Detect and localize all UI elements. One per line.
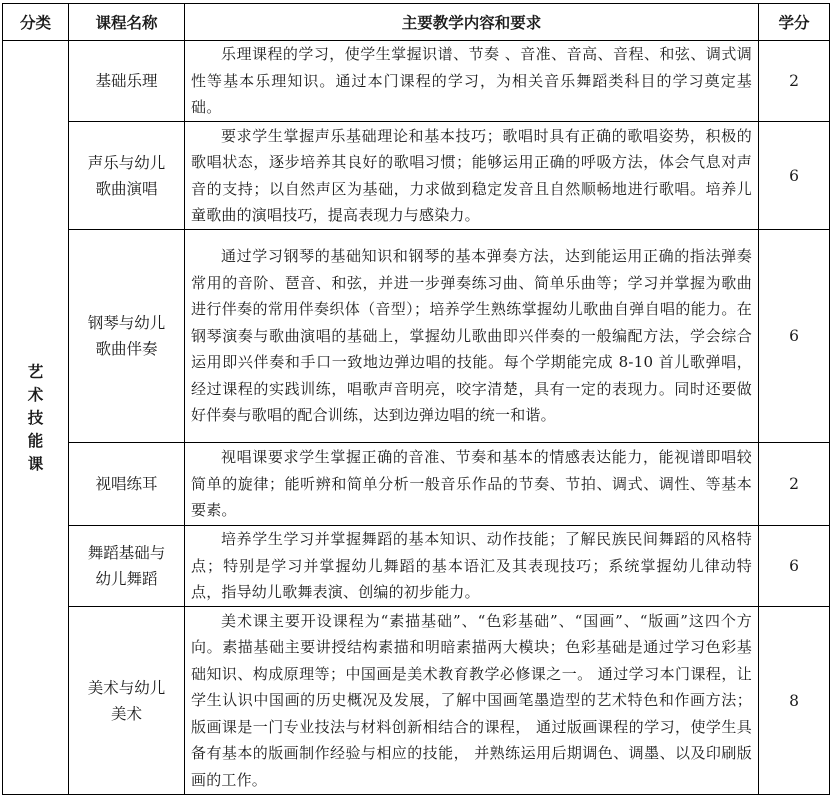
course-credit: 8 [759,607,830,795]
course-content: 培养学生学习并掌握舞蹈的基本知识、动作技能；了解民族民间舞蹈的风格特点；特别是学习并掌握幼儿舞蹈的基本语汇及其表现技巧；系统掌握幼儿律动特点，指导幼儿歌舞表演、创编的初步能力。 [185,526,759,607]
header-content: 主要教学内容和要求 [185,4,759,41]
header-credit: 学分 [759,4,830,41]
course-content: 通过学习钢琴的基础知识和钢琴的基本弹奏方法，达到能运用正确的指法弹奏常用的音阶、琶音、和弦，并进一步弹奏练习曲、简单乐曲等；学习并掌握为歌曲进行伴奏的常用伴奏织体（音型）；培养学生熟练掌握幼儿歌曲自弹自唱的能力。在钢琴演奏与歌曲演唱的基础上，掌握幼儿歌曲即兴伴奏的一般编配方法，学会综合运用即兴伴奏和手口一致地边弹边唱的技能。每个学期能完成 8-10 首儿歌弹唱，经过课程的实践训练，唱歌声音明亮，咬字清楚，具有一定的表现力。同时还要做好伴奏与歌唱的配合训练，达到边弹边唱的统一和谐。 [185,230,759,443]
course-name: 舞蹈基础与幼儿舞蹈 [69,526,185,607]
course-content: 乐理课程的学习，使学生掌握识谱、节奏 、音准、音高、音程、和弦、调式调性等基本乐理知识。通过本门课程的学习，为相关音乐舞蹈类科目的学习奠定基础。 [185,41,759,122]
course-credit: 6 [759,122,830,230]
table-row [3,526,830,607]
table-header-row [3,4,830,41]
course-credit: 2 [759,443,830,526]
course-table [2,3,830,795]
course-credit: 2 [759,41,830,122]
course-content: 要求学生掌握声乐基础理论和基本技巧；歌唱时具有正确的歌唱姿势，积极的歌唱状态，逐步培养其良好的歌唱习惯；能够运用正确的呼吸方法，体会气息对声音的支持；以自然声区为基础，力求做到稳定发音且自然顺畅地进行歌唱。培养儿童歌曲的演唱技巧，提高表现力与感染力。 [185,122,759,230]
course-name: 美术与幼儿美术 [69,607,185,795]
course-name: 视唱练耳 [69,443,185,526]
category-cell [3,41,69,795]
course-name: 钢琴与幼儿歌曲伴奏 [69,230,185,443]
table-row [3,41,830,122]
header-course-name: 课程名称 [69,4,185,41]
header-category: 分类 [3,4,69,41]
course-name: 声乐与幼儿歌曲演唱 [69,122,185,230]
table-row [3,230,830,443]
table-row [3,443,830,526]
course-name: 基础乐理 [69,41,185,122]
category-label: 艺术技能课 [27,362,44,473]
course-credit: 6 [759,526,830,607]
course-credit: 6 [759,230,830,443]
table-row [3,607,830,795]
course-content: 美术课主要开设课程为“素描基础”、“色彩基础”、“国画”、“版画”这四个方向。素描基础主要讲授结构素描和明暗素描两大模块；色彩基础是通过学习色彩基础知识、构成原理等；中国画是美术教育教学必修课之一。 通过学习本门课程，让学生认识中国画的历史概况及发展，了解中国画笔墨造型的艺术特色和作画方法；版画课是一门专业技法与材料创新相结合的课程， 通过版画课程的学习，使学生具备有基本的版画制作经验与相应的技能， 并熟练运用后期调色、调墨、以及印刷版画的工作。 [185,607,759,795]
table-row [3,122,830,230]
course-content: 视唱课要求学生掌握正确的音准、节奏和基本的情感表达能力，能视谱即唱较简单的旋律；能听辨和简单分析一般音乐作品的节奏、节拍、调式、调性、等基本要素。 [185,443,759,526]
